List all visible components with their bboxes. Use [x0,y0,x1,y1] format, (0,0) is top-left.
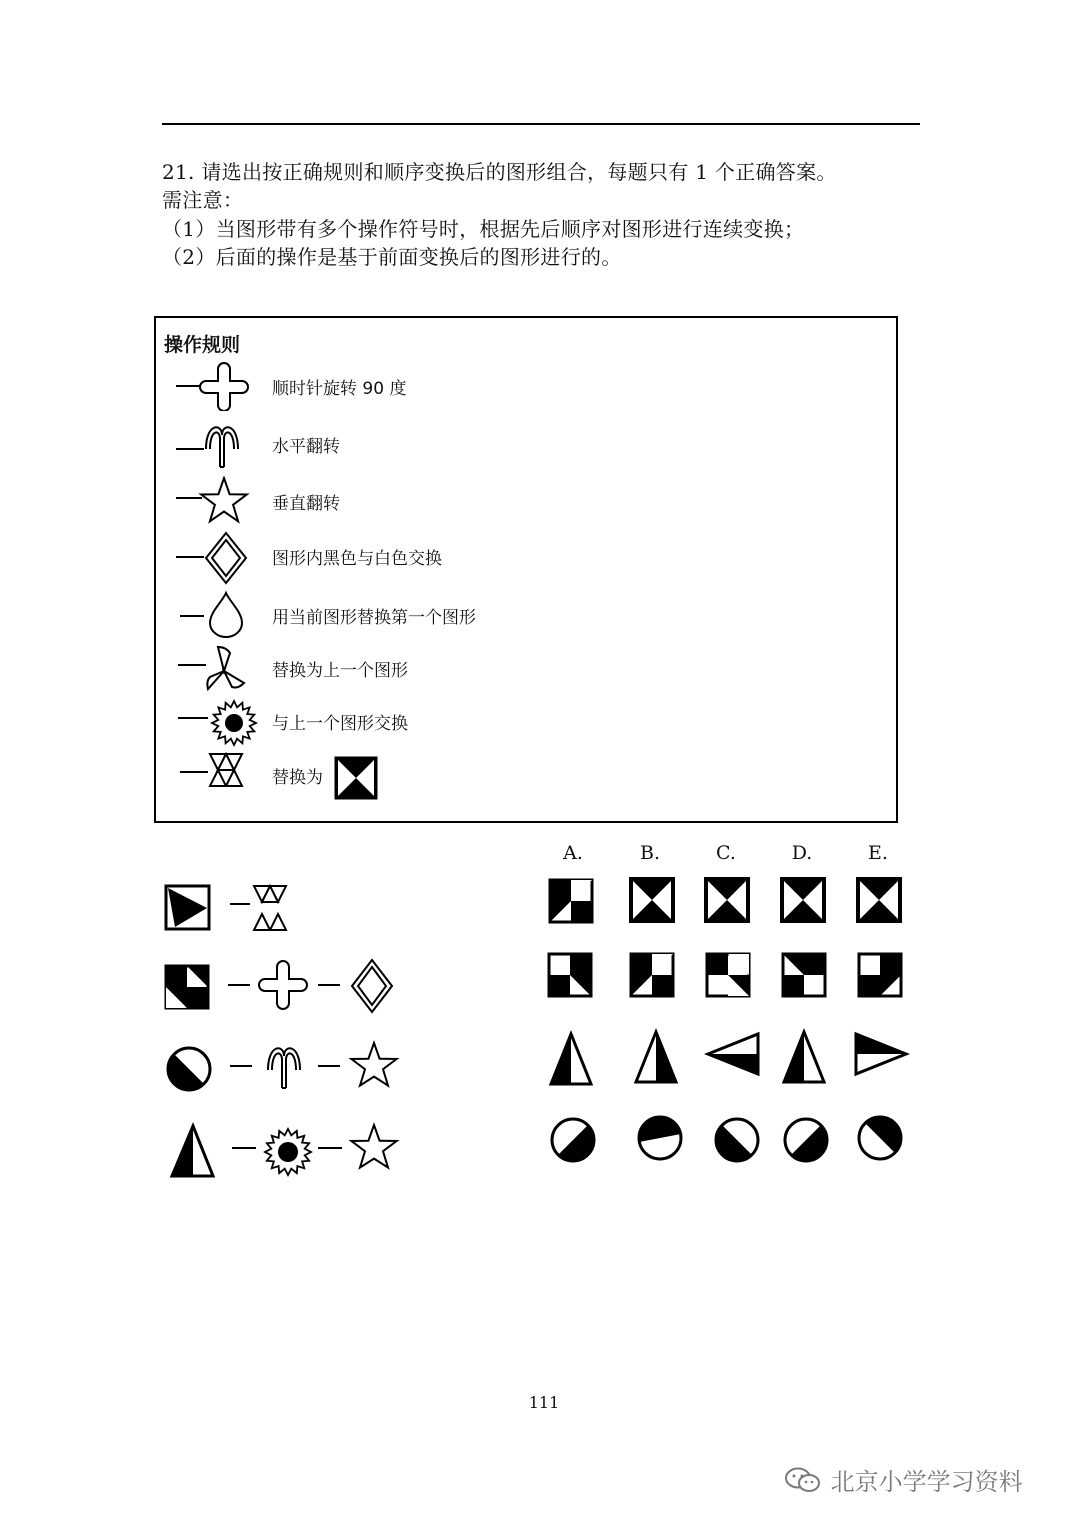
rule-row-rotate [174,361,774,411]
option-b-row1[interactable] [630,878,674,922]
rule-row-vflip [174,476,774,526]
propeller-icon [174,643,264,693]
rule-row-replace-with [174,750,774,800]
option-d-row2[interactable] [783,954,825,996]
fountain-icon [174,419,264,469]
double-diamond-icon [174,531,264,587]
rule-row-invert [174,531,774,581]
watermark-text: 北京小学学习资料 [830,1468,1023,1496]
option-b-row3[interactable] [636,1032,676,1082]
watermark [783,1462,1023,1497]
question-line-2: 需注意： [162,188,244,212]
triple-triangle-icon [174,750,264,800]
q2-shape [166,966,208,1008]
rule-label-replace-with: 替换为 [272,768,323,788]
rule-row-swap [174,696,774,746]
option-label-e: E. [868,842,888,864]
q2-double-diamond-icon [352,960,392,1012]
option-b-row2[interactable] [631,954,673,996]
option-label-b: B. [639,842,660,864]
rule-label-rotate: 顺时针旋转 90 度 [272,379,407,399]
rule-label-vflip: 垂直翻转 [272,494,340,514]
star-icon [174,476,264,526]
rule-row-hflip [174,419,774,469]
answer-options-grid [540,868,920,1178]
option-b-row4[interactable] [639,1117,681,1159]
option-c-row4[interactable] [716,1119,758,1161]
drop-icon [174,590,264,640]
question-line-3: （1）当图形带有多个操作符号时，根据先后顺序对图形进行连续变换； [162,217,805,241]
q3-star-icon [351,1043,396,1086]
question-line-1: 21. 请选出按正确规则和顺序变换后的图形组合，每题只有 1 个正确答案。 [162,160,837,184]
cross-icon [174,361,264,411]
option-label-a: A. [563,842,583,864]
q3-shape [168,1048,210,1090]
q3-fountain-icon [268,1048,300,1088]
option-c-row2[interactable] [707,954,749,996]
option-a-row3[interactable] [551,1034,591,1084]
rule-row-replace-first [174,590,774,640]
option-c-row3[interactable] [708,1034,758,1074]
option-label-d: D. [791,842,813,864]
q4-shape [172,1126,213,1176]
rule-label-replace-first: 用当前图形替换第一个图形 [272,608,476,628]
option-e-row1[interactable] [857,878,901,922]
option-e-row3[interactable] [856,1034,906,1074]
q2-cross-icon [259,961,307,1009]
rule-label-previous: 替换为上一个图形 [272,661,408,681]
option-d-row3[interactable] [784,1032,824,1082]
rule-label-swap: 与上一个图形交换 [272,714,408,734]
rule-label-hflip: 水平翻转 [272,437,340,457]
header-rule [162,123,920,125]
option-label-c: C. [716,842,736,864]
option-c-row1[interactable] [705,878,749,922]
rule-label-invert: 图形内黑色与白色交换 [272,549,442,569]
option-a-row4[interactable] [552,1119,594,1161]
question-line-4: （2）后面的操作是基于前面变换后的图形进行的。 [162,245,622,269]
option-a-row1[interactable] [550,880,592,922]
rules-title: 操作规则 [164,334,241,356]
q1-triple-triangle-icon [254,886,286,930]
option-a-row2[interactable] [549,954,591,996]
question-figures [150,860,430,1200]
option-e-row2[interactable] [859,954,901,996]
hourglass-square-icon [334,756,378,800]
q4-sun-icon [265,1129,311,1175]
wechat-icon [783,1465,823,1495]
option-d-row4[interactable] [785,1119,827,1161]
option-e-row4[interactable] [859,1117,901,1159]
rules-box [154,316,898,823]
q1-shape [166,886,209,929]
sun-icon [174,696,264,750]
page-number: 111 [528,1393,560,1412]
rule-row-previous [174,643,774,693]
option-d-row1[interactable] [781,878,825,922]
q4-star-icon [351,1125,396,1168]
